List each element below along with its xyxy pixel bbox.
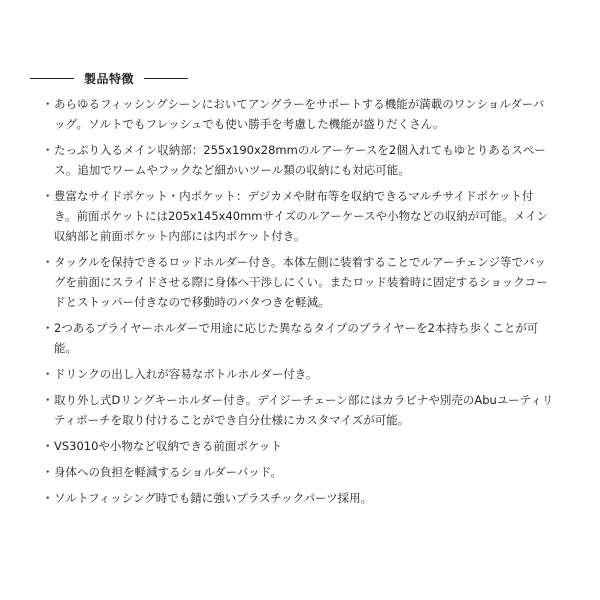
bullet-glyph: ・ bbox=[42, 189, 54, 203]
feature-text: 2つあるプライヤーホルダーで用途に応じた異なるタイプのプライヤーを2本持ち歩くことが可能。 bbox=[54, 321, 539, 355]
feature-item bbox=[40, 140, 555, 180]
section-title: 製品特徴 bbox=[84, 71, 135, 86]
feature-item bbox=[40, 364, 555, 384]
bullet-glyph: ・ bbox=[42, 367, 54, 381]
bullet-glyph: ・ bbox=[42, 255, 54, 269]
bullet-glyph: ・ bbox=[42, 491, 54, 505]
feature-text: ドリンクの出し入れが容易なボトルホルダー付き。 bbox=[54, 367, 318, 381]
feature-item bbox=[40, 462, 555, 482]
feature-item bbox=[40, 94, 555, 134]
bullet-glyph: ・ bbox=[42, 393, 54, 407]
bullet-glyph: ・ bbox=[42, 143, 54, 157]
feature-item bbox=[40, 436, 555, 456]
feature-text: 豊富なサイドポケット・内ポケット：デジカメや財布等を収納できるマルチサイドポケット付き。前面ポケットには205x145x40mmサイズのルアーケースや小物などの収納が可能。メイン収納部と前面ポケット内部には内ポケット付き。 bbox=[54, 189, 548, 243]
heading-rule-left bbox=[30, 78, 74, 79]
feature-item bbox=[40, 488, 555, 508]
feature-text: たっぷり入るメイン収納部：255x190x28mmのルアーケースを2個入れてもゆとりあるスペース。追加でワームやフックなど細かいツール類の収納にも対応可能。 bbox=[54, 143, 546, 177]
bullet-glyph: ・ bbox=[42, 465, 54, 479]
feature-item bbox=[40, 186, 555, 246]
feature-item bbox=[40, 390, 555, 430]
heading-rule-right bbox=[144, 78, 188, 79]
section-heading bbox=[30, 68, 200, 88]
feature-text: 身体への負担を軽減するショルダーパッド。 bbox=[54, 465, 282, 479]
feature-item bbox=[40, 252, 555, 312]
feature-item bbox=[40, 318, 555, 358]
feature-text: VS3010や小物など収納できる前面ポケット bbox=[54, 439, 282, 453]
feature-text: ソルトフィッシング時でも錆に強いプラスチックパーツ採用。 bbox=[54, 491, 373, 505]
feature-list bbox=[40, 94, 555, 514]
bullet-glyph: ・ bbox=[42, 97, 54, 111]
bullet-glyph: ・ bbox=[42, 321, 54, 335]
feature-text: あらゆるフィッシングシーンにおいてアングラーをサポートする機能が満載のワンショルダーバッグ。ソルトでもフレッシュでも使い勝手を考慮した機能が盛りだくさん。 bbox=[54, 97, 545, 131]
feature-text: タックルを保持できるロッドホルダー付き。本体左側に装着することでルアーチェンジ等でバッグを前面にスライドさせる際に身体へ干渉しにくい。またロッド装着時に固定するショックコードとストッパー付きなので移動時のバタつきを軽減。 bbox=[54, 255, 548, 309]
feature-text: 取り外し式Dリングキーホルダー付き。デイジーチェーン部にはカラビナや別売のAbuユーティリティポーチを取り付けることができ自分仕様にカスタマイズが可能。 bbox=[54, 393, 554, 427]
bullet-glyph: ・ bbox=[42, 439, 54, 453]
